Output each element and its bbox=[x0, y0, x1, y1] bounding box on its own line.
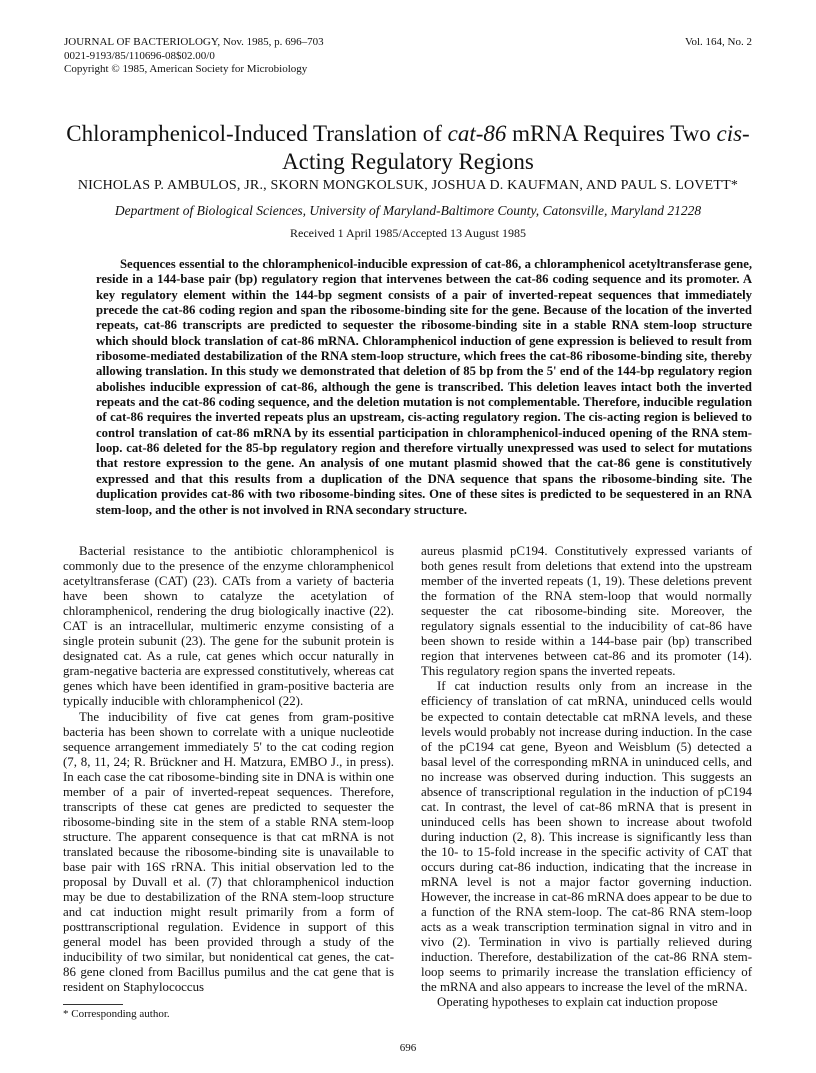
paragraph: aureus plasmid pC194. Constitutively expressed variants of both genes result from deletions that extend into the upstream member of the inverted repeats (1, 19). These deletions prevent the formation of the RNA stem-loop that would normally sequester the cat ribosome-binding site. Moreover, the regulatory signals essential to the inducibility of cat-86 have been shown to reside within a 144-base pair (bp) transcribed region that intervenes between cat-86 and its promoter (14). This regulatory region spans the inverted repeats. bbox=[421, 544, 752, 679]
volume-info: Vol. 164, No. 2 bbox=[684, 36, 752, 48]
paragraph: Bacterial resistance to the antibiotic chloramphenicol is commonly due to the presence of the enzyme chloramphenicol acetyltransferase (CAT) (23). CATs from a variety of bacteria have been shown to catalyze the acetylation of chloramphenicol, rendering the drug biologically inactive (22). CAT is an intracellular, multimeric enzyme consisting of a single protein subunit (23). The gene for the subunit protein is designated cat. As a rule, cat genes which occur naturally in gram-negative bacteria are expressed constitutively, whereas cat genes which have been identified in gram-positive bacteria are typically inducible with chloramphenicol (22). bbox=[63, 544, 394, 709]
body-column-left bbox=[63, 544, 394, 995]
page-number: 696 bbox=[399, 1042, 417, 1054]
journal-citation: JOURNAL OF BACTERIOLOGY, Nov. 1985, p. 696–703 bbox=[64, 36, 324, 48]
paragraph: The inducibility of five cat genes from gram-positive bacteria has been shown to correlate with a unique nucleotide sequence arrangement immediately 5' to the cat coding region (7, 8, 11, 24; R. Brückner and H. Matzura, EMBO J., in press). In each case the cat ribosome-binding site in DNA is within one member of a pair of inverted-repeat sequences. Therefore, transcripts of these cat genes are predicted to sequester the ribosome-binding site in the stem of a stable RNA stem-loop structure. The apparent consequence is that cat mRNA is not translated because the ribosome-binding site is unavailable to base pair with 16S rRNA. This initial observation led to the proposal by Duvall et al. (7) that chloramphenicol induction may be due to destabilization of the RNA stem-loop structure and cat induction might result primarily from a form of posttranscriptional regulation. Evidence in support of this general model has been provided through a study of the inducibility of two similar, but nonidentical cat genes, the cat-86 gene cloned from Bacillus pumilus and the cat gene that is resident on Staphylococcus bbox=[63, 709, 394, 995]
copyright-notice: Copyright © 1985, American Society for Microbiology bbox=[64, 63, 308, 75]
abstract: Sequences essential to the chloramphenicol-inducible expression of cat-86, a chloramphenicol acetyltransferase gene, reside in a 144-base pair (bp) regulatory region that intervenes between the cat-86 coding sequence and its promoter. A key regulatory element within the 144-bp segment consists of a pair of inverted-repeat sequences that immediately precede the cat-86 coding region and span the ribosome-binding site for the gene. Because of the location of the inverted repeats, cat-86 transcripts are predicted to sequester the ribosome-binding site in a stable RNA stem-loop structure which should block translation of cat-86 mRNA. Chloramphenicol induction of gene expression is believed to result from ribosome-mediated destabilization of the RNA stem-loop structure, which frees the cat-86 ribosome-binding site, thereby allowing translation. In this study we demonstrated that deletion of 85 bp from the 5' end of the 144-bp regulatory region abolishes inducible expression of cat-86, although the gene is transcribed. This deletion leaves intact both the inverted repeats and the cat-86 coding sequence, and the deletion mutation is not complementable. Therefore, inducible regulation of cat-86 requires the inverted repeats plus an upstream, cis-acting regulatory region. The cis-acting region is believed to control translation of cat-86 mRNA by its essential participation in chloramphenicol-induced opening of the RNA stem-loop. cat-86 deleted for the 85-bp regulatory region and therefore virtually unexpressed was used to select for mutations that restore expression to the gene. An analysis of one mutant plasmid showed that the cat-86 gene is constitutively expressed and that this results from a duplication of the DNA sequence that spans the ribosome-binding site. The duplication provides cat-86 with two ribosome-binding sites. One of these sites is predicted to be sequestered in an RNA stem-loop, and the other is not involved in RNA secondary structure. bbox=[96, 257, 752, 517]
affiliation: Department of Biological Sciences, University of Maryland-Baltimore County, Catonsville, Maryland 21228 bbox=[114, 203, 702, 218]
article-code: 0021-9193/85/110696-08$02.00/0 bbox=[64, 49, 215, 62]
received-dates: Received 1 April 1985/Accepted 13 August 1985 bbox=[290, 226, 526, 240]
author-list: NICHOLAS P. AMBULOS, JR., SKORN MONGKOLSUK, JOSHUA D. KAUFMAN, AND PAUL S. LOVETT* bbox=[77, 178, 739, 193]
paragraph: Operating hypotheses to explain cat induction propose bbox=[437, 995, 718, 1010]
article-title: Chloramphenicol-Induced Translation of cat-86 mRNA Requires Two cis-Acting Regulatory Regions bbox=[66, 121, 750, 174]
body-column-right bbox=[421, 544, 752, 1010]
footnote: * Corresponding author. bbox=[63, 1008, 170, 1020]
running-header bbox=[64, 36, 752, 77]
footnote-rule bbox=[63, 1004, 123, 1005]
paragraph: If cat induction results only from an increase in the efficiency of translation of cat mRNA, uninduced cells would be expected to contain detectable cat mRNA levels, and these levels would probably not increase during induction. In the case of the pC194 cat gene, Byeon and Weisblum (5) detected a basal level of the corresponding mRNA in uninduced cells, and no increase was observed during induction. This suggests an absence of transcriptional regulation in the induction of pC194 cat. In contrast, the level of cat-86 mRNA that is present in uninduced cells has been shown to increase about twofold during induction (2, 8). This increase is significantly less than the 10- to 15-fold increase in the specific activity of CAT that occurs during cat-86 induction, indicating that the increase in mRNA level is not a major factor governing induction. However, the increase in cat-86 mRNA does appear to be due to a function of the RNA stem-loop. The cat-86 RNA stem-loop acts as a weak transcription termination signal in vitro and in vivo (2). Termination in vivo is partially relieved during induction. Therefore, destabilization of the cat-86 RNA stem-loop seems to primarily increase the translation efficiency of the mRNA and also appears to increase the level of the mRNA. bbox=[421, 679, 752, 995]
